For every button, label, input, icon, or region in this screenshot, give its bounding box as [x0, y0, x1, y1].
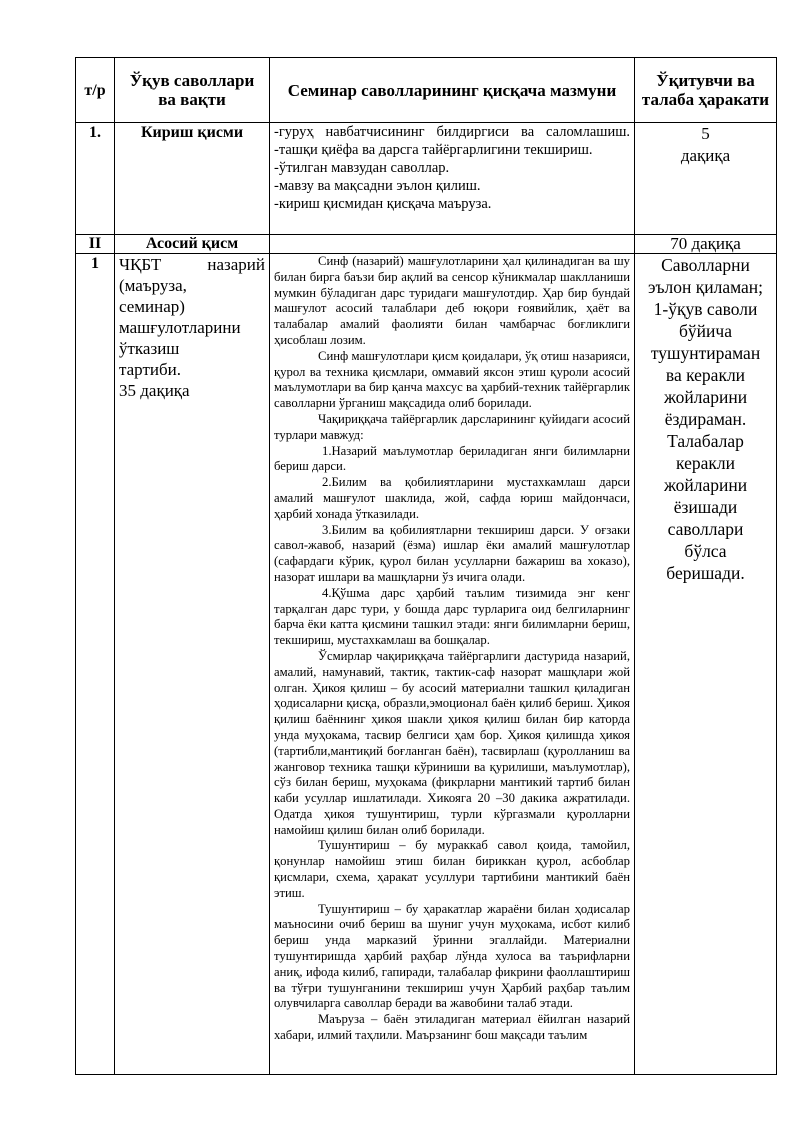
empty-cell [270, 235, 635, 254]
action-line: бўлса [684, 541, 727, 561]
action-line: жойларини [663, 387, 748, 407]
action-line: ва керакли [665, 365, 746, 385]
action-line: эълон қиламан; [647, 277, 764, 297]
seminar-plan-table [75, 57, 777, 1075]
content-paragraph: 4.Қўшма дарс ҳарбий таълим тизимида энг кенг тарқалган дарс тури, у бошда дарс турларига оид белгиларнинг барча ёки катта қисмини ташкил этади: янги билимларни бериш, текшириш, мустахкамлаш ва бошқалар. [274, 585, 630, 648]
row-title: Кириш қисми [115, 123, 270, 235]
content-paragraph: Синф (назарий) машғулотларини ҳал қилинадиган ва шу билан бирга баъзи бир ақлий ва сенсор кўникмалар шаклланиши мумкин бўладиган дарс туридаги машғулотдир. Ҳар бир бундай машғулот асосий талаблари деб юқори ғоявийлик, ҳаёт ва талабалар амалий фаолияти билан чамбарчас боғликлиги ҳисоблаш лозим. [274, 254, 630, 347]
table-row-intro [76, 123, 777, 235]
row-number: II [76, 235, 115, 254]
action-line: Талабалар [667, 431, 744, 451]
row-number: 1. [76, 123, 115, 235]
action-line: бўйича [679, 321, 732, 341]
action-line: ёздираман. [664, 409, 747, 429]
intro-item: -мавзу ва мақсадни эълон қилиш. [274, 178, 481, 194]
action-line: 1-ўқув саволи [653, 299, 758, 319]
intro-item: -ўтилган мавзудан саволлар. [274, 160, 450, 176]
topic-line: ЧҚБТ назарий [119, 255, 265, 274]
table-row-main-part [76, 235, 777, 254]
action-line: ёзишади [673, 497, 738, 517]
topic-line: (маъруза, [119, 276, 187, 295]
header-actions: Ўқитувчи ва талаба ҳаракати [635, 58, 777, 123]
intro-time-value: 5 [701, 124, 710, 143]
intro-time-unit: дақиқа [680, 146, 731, 165]
action-line: Саволларни [661, 255, 750, 275]
table-header-row [76, 58, 777, 123]
action-line: керакли [676, 453, 735, 473]
main-part-time: 70 дақиқа [635, 235, 777, 254]
content-paragraph: Тушунтириш – бу ҳаракатлар жараёни билан ҳодисалар маъносини очиб бериш ва шуниг учун муҳокама, исбот килиб бериш унда марказий ўринни эгаллайди. Материални тушунтиришда ҳарбий раҳбар лўнда хулоса ва таърифларни аниқ, ифода килиб, гапиради, талабалар фикрини фаоллаштириш ва тўғри тушунганини текшириш учун Ҳарбий раҳбар таълим олувчиларга саволлар беради ва жавобини талаб этади. [274, 901, 630, 1011]
intro-item: -кириш қисмидан қисқача маъруза. [274, 196, 492, 212]
action-line: тушунтираман [650, 343, 761, 363]
action-line: беришади. [666, 563, 745, 583]
topic-line: семинар) [119, 297, 185, 316]
content-paragraph: Ўсмирлар чақириққача тайёргарлиги дастурида назарий, амалий, намунавий, тактик, тактик-саф назорат машқлари жой олган. Ҳикоя қилиш – бу асосий материални ташкил қиладиган ҳодисаларни қисқа, образли,эмоционал баён қилиб бериш. Ҳикоя қилиш баённинг ҳикоя шакли ҳикоя қилиш билан бир каторда унда муҳокама, тасвир белгиси ҳам бор. Ҳикоя қилишда ҳикоя (тартибли,мантиқий боғланган баён), тасвирлаш (қуролланиш ва жанговор техника ташқи кўриниши ва қурилиши, маълумотлар), сўз билан бериш, муҳокама (фикрларни мантикий тартиб билан каби усуллар ишлатилади. Хикояга 20 –30 дакика ажратилади. Одатда ҳикоя тушунтириш, турли кўргазмали қуролларни намойиш қилиш билан олиб борилади. [274, 648, 630, 837]
action-line: саволлари [667, 519, 744, 539]
row-number: 1 [76, 254, 115, 1075]
content-paragraph: Синф машғулотлари қисм қоидалари, ўқ отиш назарияси, қурол ва техника қисмлари, оммавий яксон этиш қуроли асосий маълумотлари ва бир қанча махсус ва ҳарбий-техник тайёргарлик саволларни ўрганиш мақсадида олиб борилади. [274, 348, 630, 411]
header-questions-time: Ўқув саволлари ва вақти [115, 58, 270, 123]
content-paragraph: 2.Билим ва қобилиятларини мустахкамлаш дарси амалий машғулот шаклида, жой, сафда юриш майдончаси, ҳарбий хонада ўтказилади. [274, 475, 630, 521]
header-number: т/р [76, 58, 115, 123]
content-paragraph: 1.Назарий маълумотлар бериладиган янги билимларни бериш дарси. [274, 443, 630, 474]
content-paragraph: Тушунтириш – бу мураккаб савол қоида, тамойил, қонунлар намойиш этиш билан бириккан қурол, асбоблар қисмлари, схема, ҳаракат усуллури тартибини мантикий баён этиш. [274, 838, 630, 900]
intro-time [635, 123, 777, 235]
header-content: Семинар саволларининг қисқача мазмуни [270, 58, 635, 123]
topic-line: машғулотларини [119, 318, 241, 337]
content-paragraph: 3.Билим ва қобилиятларни текшириш дарси. У оғзаки савол-жавоб, назарий (ёзма) ишлар ёки амалий машғулотлар (сафардаги кўрик, қурол билан усулларни бажариш ва хоказо), назорат ишлари ва машқларни ўз ичига олади. [274, 522, 630, 584]
topic-line: тартиби. [119, 360, 181, 379]
lecture-content [270, 254, 635, 1075]
topic-time: 35 дақиқа [119, 381, 190, 400]
row-title: Асосий қисм [115, 235, 270, 254]
intro-item: -ташқи қиёфа ва дарсга тайёргарлигини текшириш. [274, 142, 593, 158]
intro-content [270, 123, 635, 235]
intro-item: -гуруҳ навбатчисининг билдиргиси ва саломлашиш. [274, 124, 630, 140]
table-row-topic [76, 254, 777, 1075]
action-line: жойларини [663, 475, 748, 495]
content-paragraph: Чақириққача тайёргарлик дарсларининг қуйидаги асосий турлари мавжуд: [274, 411, 630, 442]
topic-cell [115, 254, 270, 1075]
content-paragraph: Маъруза – баён этиладиган материал ёйилган назарий хабари, илмий таҳлили. Маързанинг бош мақсади таълим [274, 1012, 630, 1043]
actions-cell [635, 254, 777, 1075]
topic-line: ўтказиш [119, 339, 180, 358]
